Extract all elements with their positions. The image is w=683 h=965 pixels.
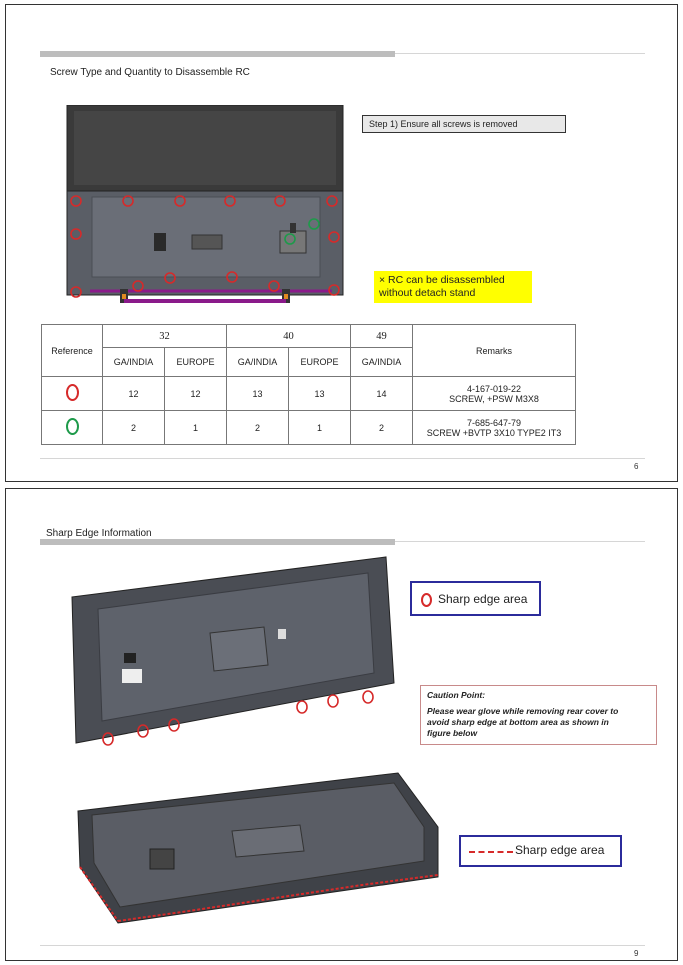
- cover-port: [124, 653, 136, 663]
- quantity-cell: 13: [289, 377, 351, 411]
- rear-connector-pin: [290, 223, 296, 233]
- quantity-cell: 2: [351, 411, 413, 445]
- rc-note-highlight: [374, 271, 532, 303]
- rear-port: [154, 233, 166, 251]
- cover-block: [150, 849, 174, 869]
- quantity-cell: 2: [227, 411, 289, 445]
- reference-cell: [42, 377, 103, 411]
- part-number: 4-167-019-22: [466, 383, 522, 394]
- header-region: GA/INDIA: [103, 348, 165, 377]
- header-region: GA/INDIA: [351, 348, 413, 377]
- caution-box: [420, 685, 657, 745]
- quantity-cell: 13: [227, 377, 289, 411]
- sharp-edge-marker: [297, 701, 307, 713]
- table-row: [42, 411, 576, 445]
- dashed-line-icon: [469, 851, 513, 853]
- quantity-cell: 2: [103, 411, 165, 445]
- tv-rear-diagram: [64, 105, 354, 310]
- legend-circle-box: [410, 581, 541, 616]
- green-circle-icon: [66, 418, 79, 435]
- tv-panel-inner: [74, 111, 336, 185]
- slide-page-6: [5, 4, 678, 482]
- page-number: 9: [634, 949, 639, 958]
- part-description: SCREW, +PSW M3X8: [449, 393, 539, 404]
- stand-clip-left: [122, 294, 126, 299]
- quantity-cell: 12: [103, 377, 165, 411]
- header-size-40: 40: [227, 325, 351, 348]
- part-number: 7-685-647-79: [466, 417, 522, 428]
- rear-cover-diagram-top: [68, 553, 398, 753]
- quantity-cell: 14: [351, 377, 413, 411]
- page-title: Screw Type and Quantity to Disassemble RC: [50, 67, 250, 78]
- quantity-cell: 12: [165, 377, 227, 411]
- step-callout: Step 1) Ensure all screws is removed: [362, 115, 566, 133]
- legend-label: Sharp edge area: [438, 592, 528, 606]
- caution-line: avoid sharp edge at bottom area as shown in: [427, 717, 609, 727]
- caution-line: Please wear glove while removing rear cover to: [427, 706, 619, 716]
- caution-line: figure below: [427, 728, 478, 738]
- stand-clip-right: [284, 294, 288, 299]
- screw-quantity-table: [41, 324, 576, 445]
- cover-plate: [232, 825, 304, 857]
- legend-label: Sharp edge area: [515, 843, 605, 857]
- rc-note-line2: without detach stand: [379, 287, 476, 299]
- cover-label: [122, 669, 142, 683]
- table-header-sizes: [42, 325, 576, 348]
- reference-cell: [42, 411, 103, 445]
- quantity-cell: 1: [165, 411, 227, 445]
- header-remarks: Remarks: [413, 325, 576, 377]
- header-size-49: 49: [351, 325, 413, 348]
- header-region: EUROPE: [165, 348, 227, 377]
- header-reference: Reference: [42, 325, 103, 377]
- sharp-edge-marker: [328, 695, 338, 707]
- caution-title: Caution Point:: [427, 690, 486, 700]
- footer-rule: [40, 945, 645, 946]
- stand-base: [124, 299, 286, 303]
- red-circle-icon: [66, 384, 79, 401]
- header-region: GA/INDIA: [227, 348, 289, 377]
- page-number: 6: [634, 462, 639, 471]
- header-bar: [40, 51, 395, 57]
- legend-dashed-box: [459, 835, 622, 867]
- remarks-cell: [413, 411, 576, 445]
- header-rule: [395, 541, 645, 542]
- footer-rule: [40, 458, 645, 459]
- page-title: Sharp Edge Information: [46, 528, 152, 539]
- remarks-cell: [413, 377, 576, 411]
- header-size-32: 32: [103, 325, 227, 348]
- header-rule: [395, 53, 645, 54]
- slide-page-9: [5, 488, 678, 961]
- sharp-edge-marker: [363, 691, 373, 703]
- cover-sticker: [278, 629, 286, 639]
- quantity-cell: 1: [289, 411, 351, 445]
- table-row: [42, 377, 576, 411]
- rear-label-plate: [192, 235, 222, 249]
- cover-plate: [210, 627, 268, 671]
- header-region: EUROPE: [289, 348, 351, 377]
- rear-cover-diagram-bottom: [72, 771, 457, 931]
- red-circle-icon: [421, 593, 432, 607]
- part-description: SCREW +BVTP 3X10 TYPE2 IT3: [426, 427, 562, 438]
- rc-note-line1: × RC can be disassembled: [379, 274, 505, 286]
- header-bar: [40, 539, 395, 545]
